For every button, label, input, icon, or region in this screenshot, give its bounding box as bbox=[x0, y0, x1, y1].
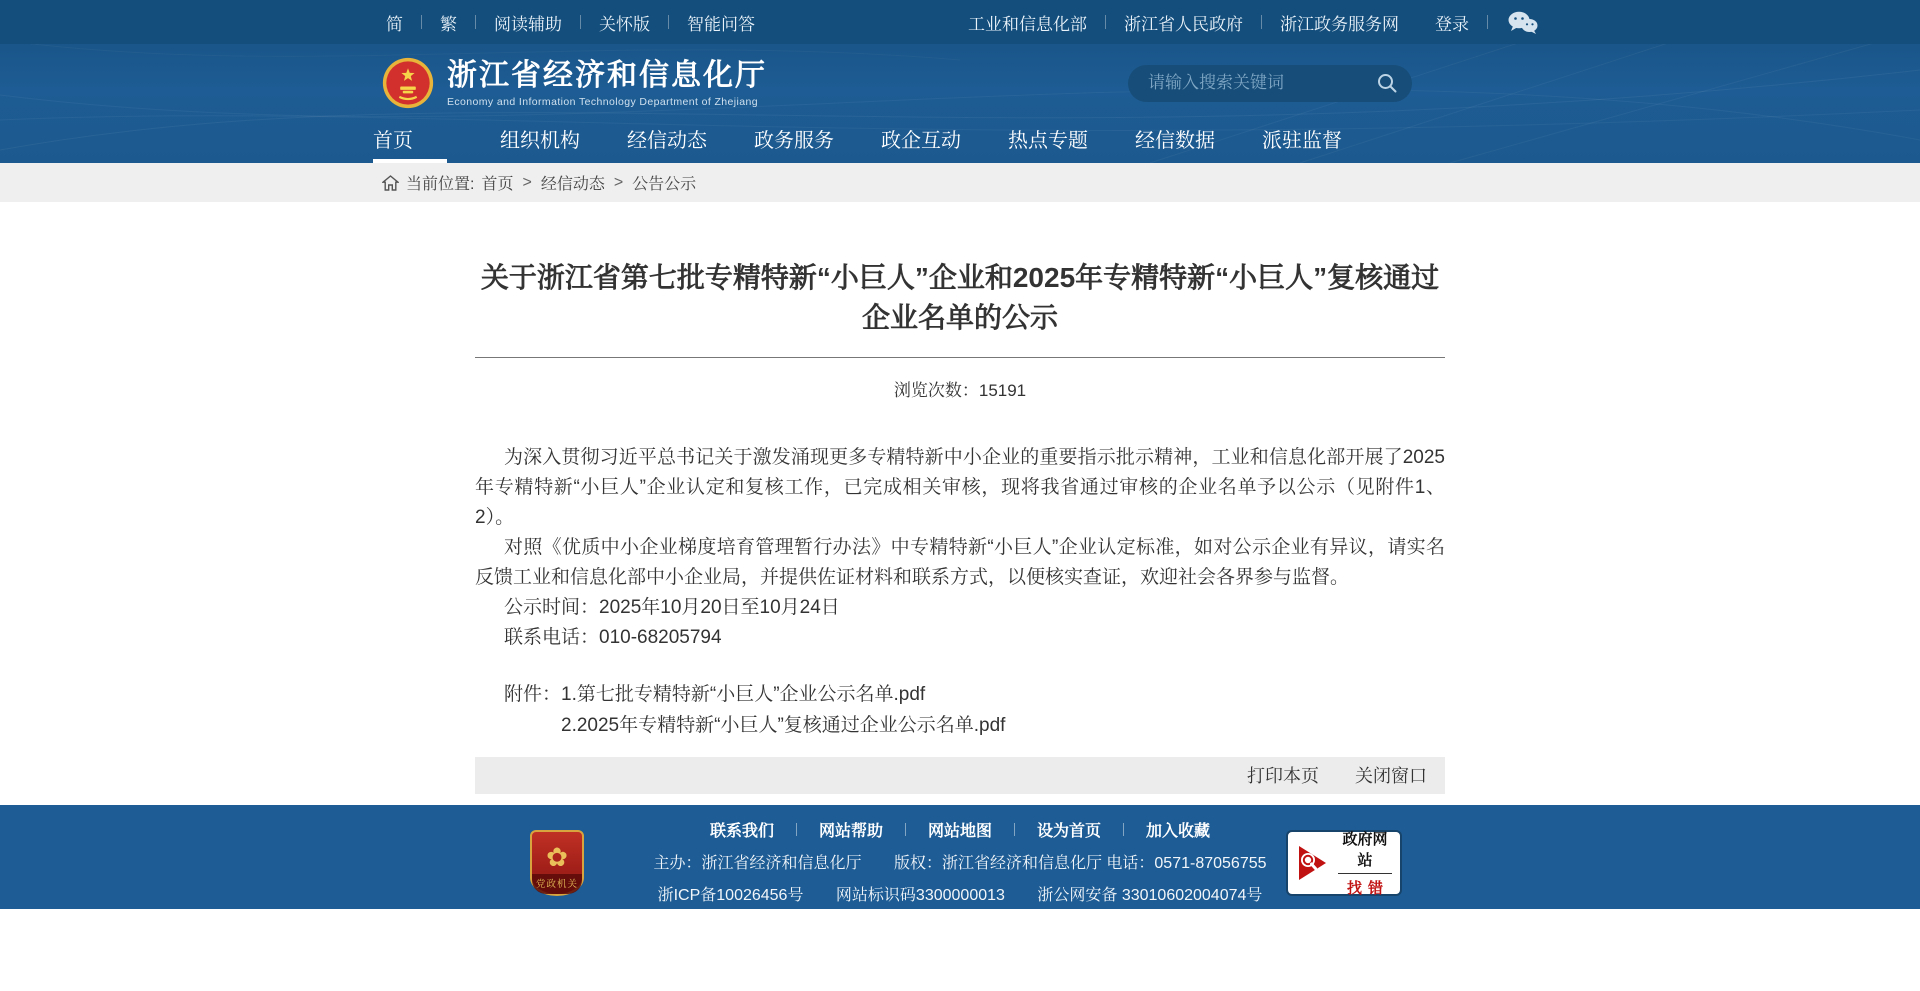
breadcrumb-prefix: 当前位置: bbox=[406, 176, 475, 193]
footer-link-contact[interactable]: 联系我们 bbox=[709, 822, 774, 840]
breadcrumb bbox=[0, 163, 1920, 202]
footer-link-sitemap[interactable]: 网站地图 bbox=[927, 822, 992, 840]
login-link[interactable]: 登录 bbox=[1435, 14, 1469, 34]
print-page-button[interactable]: 打印本页 bbox=[1247, 766, 1319, 786]
footer-site-code: 网站标识码3300000013 bbox=[835, 886, 1005, 904]
paragraph: 为深入贯彻习近平总书记关于激发涌现更多专精特新中小企业的重要指示批示精神，工业和信息化部开展了2025年专精特新“小巨人”企业认定和复核工作，已完成相关审核，现将我省通过审核的企业名单予以公示（见附件1、2）。 bbox=[475, 446, 1445, 528]
site-header bbox=[0, 0, 1920, 163]
footer-link-favorite[interactable]: 加入收藏 bbox=[1146, 822, 1211, 840]
footer-host: 主办：浙江省经济和信息化厅 bbox=[653, 854, 862, 872]
link-smart-qa[interactable]: 智能问答 bbox=[687, 14, 755, 34]
title-divider bbox=[475, 357, 1445, 358]
site-subtitle: Economy and Information Technology Department of Zhejiang bbox=[447, 95, 758, 108]
main-navigation bbox=[0, 122, 1920, 163]
search-input[interactable] bbox=[1146, 72, 1376, 94]
link-miit[interactable]: 工业和信息化部 bbox=[968, 14, 1087, 34]
brand-row bbox=[0, 44, 1920, 122]
page-actions-bar bbox=[475, 757, 1445, 794]
link-zj-gov[interactable]: 浙江省人民政府 bbox=[1124, 14, 1243, 34]
footer-center bbox=[0, 805, 1920, 905]
error-badge-text bbox=[1338, 828, 1392, 898]
nav-item-news[interactable] bbox=[627, 122, 754, 163]
party-shield-icon: ✿ bbox=[546, 841, 568, 872]
nav-label: 经信数据 bbox=[1135, 130, 1215, 152]
breadcrumb-separator: > bbox=[522, 173, 532, 191]
attachment-link-2[interactable]: 2.2025年专精特新“小巨人”复核通过企业公示名单.pdf bbox=[561, 714, 1006, 736]
error-badge-line1: 政府网站 bbox=[1338, 828, 1392, 874]
nav-label: 政企互动 bbox=[881, 130, 961, 152]
home-icon bbox=[382, 175, 399, 191]
party-government-badge[interactable] bbox=[530, 830, 584, 896]
party-badge-label: 党政机关 bbox=[532, 874, 582, 894]
article-title: 关于浙江省第七批专精特新“小巨人”企业和2025年专精特新“小巨人”复核通过企业名单的公示 bbox=[480, 261, 1440, 333]
attachments bbox=[475, 679, 1445, 741]
view-count bbox=[475, 376, 1445, 401]
nav-item-organization[interactable] bbox=[500, 122, 627, 163]
top-utility-bar bbox=[0, 0, 1920, 44]
topbar-right-links bbox=[950, 10, 1538, 35]
breadcrumb-separator: > bbox=[613, 173, 624, 191]
footer-copyright: 版权：浙江省经济和信息化厅 电话：0571-87056755 bbox=[893, 854, 1267, 872]
national-emblem-icon bbox=[382, 57, 434, 109]
site-logo[interactable] bbox=[382, 57, 767, 109]
nav-label: 首页 bbox=[373, 130, 413, 152]
link-simplified[interactable]: 简 bbox=[386, 14, 403, 34]
link-zj-service[interactable]: 浙江政务服务网 bbox=[1280, 14, 1399, 34]
footer-links bbox=[688, 818, 1232, 841]
article-body bbox=[475, 443, 1445, 653]
error-report-magnifier-icon bbox=[1296, 843, 1330, 883]
breadcrumb-current: 公告公示 bbox=[632, 176, 697, 193]
footer-police-record: 浙公网安备 33010602004074号 bbox=[1037, 886, 1263, 904]
site-footer bbox=[0, 805, 1920, 909]
breadcrumb-home[interactable]: 首页 bbox=[481, 176, 514, 193]
nav-item-interaction[interactable] bbox=[881, 122, 1008, 163]
nav-label: 政务服务 bbox=[754, 130, 834, 152]
nav-label: 经信动态 bbox=[627, 130, 707, 152]
view-count-label: 浏览次数： bbox=[893, 380, 979, 400]
link-reading-aid[interactable]: 阅读辅助 bbox=[494, 14, 562, 34]
search-icon[interactable] bbox=[1376, 72, 1398, 94]
error-badge-line2: 找错 bbox=[1346, 879, 1389, 897]
gov-site-error-report-badge[interactable] bbox=[1286, 830, 1402, 896]
footer-link-set-home[interactable]: 设为首页 bbox=[1037, 822, 1102, 840]
wechat-icon[interactable] bbox=[1508, 11, 1538, 34]
contact-phone: 联系电话：010-68205794 bbox=[504, 626, 722, 648]
attachment-link-1[interactable]: 1.第七批专精特新“小巨人”企业公示名单.pdf bbox=[561, 683, 926, 705]
brand-text bbox=[447, 59, 767, 108]
publicity-period: 公示时间：2025年10月20日至10月24日 bbox=[504, 596, 840, 618]
active-nav-underline bbox=[373, 159, 447, 163]
main-content bbox=[0, 221, 1920, 786]
nav-item-data[interactable] bbox=[1135, 122, 1262, 163]
view-count-value: 15191 bbox=[978, 380, 1027, 400]
footer-registration-row bbox=[0, 882, 1920, 905]
nav-label: 派驻监督 bbox=[1262, 130, 1342, 152]
nav-label: 热点专题 bbox=[1008, 130, 1088, 152]
paragraph: 对照《优质中小企业梯度培育管理暂行办法》中专精特新“小巨人”企业认定标准，如对公示企业有异议，请实名反馈工业和信息化部中小企业局，并提供佐证材料和联系方式，以便核实查证，欢迎社会各界参与监督。 bbox=[475, 536, 1445, 588]
nav-item-services[interactable] bbox=[754, 122, 881, 163]
nav-label: 组织机构 bbox=[500, 130, 580, 152]
nav-item-topics[interactable] bbox=[1008, 122, 1135, 163]
footer-link-help[interactable]: 网站帮助 bbox=[818, 822, 883, 840]
search-box bbox=[1128, 65, 1412, 102]
footer-host-row bbox=[0, 850, 1920, 873]
footer-icp: 浙ICP备10026456号 bbox=[657, 886, 804, 904]
breadcrumb-news[interactable]: 经信动态 bbox=[540, 176, 605, 193]
link-care-version[interactable]: 关怀版 bbox=[599, 14, 650, 34]
topbar-left-links bbox=[386, 10, 773, 35]
nav-item-home[interactable] bbox=[373, 122, 500, 163]
close-window-button[interactable]: 关闭窗口 bbox=[1355, 766, 1427, 786]
link-traditional[interactable]: 繁 bbox=[440, 14, 457, 34]
attachments-label: 附件： bbox=[504, 683, 562, 705]
divider bbox=[1487, 15, 1488, 29]
nav-item-supervision[interactable] bbox=[1262, 122, 1389, 163]
site-title: 浙江省经济和信息化厅 bbox=[447, 58, 767, 92]
